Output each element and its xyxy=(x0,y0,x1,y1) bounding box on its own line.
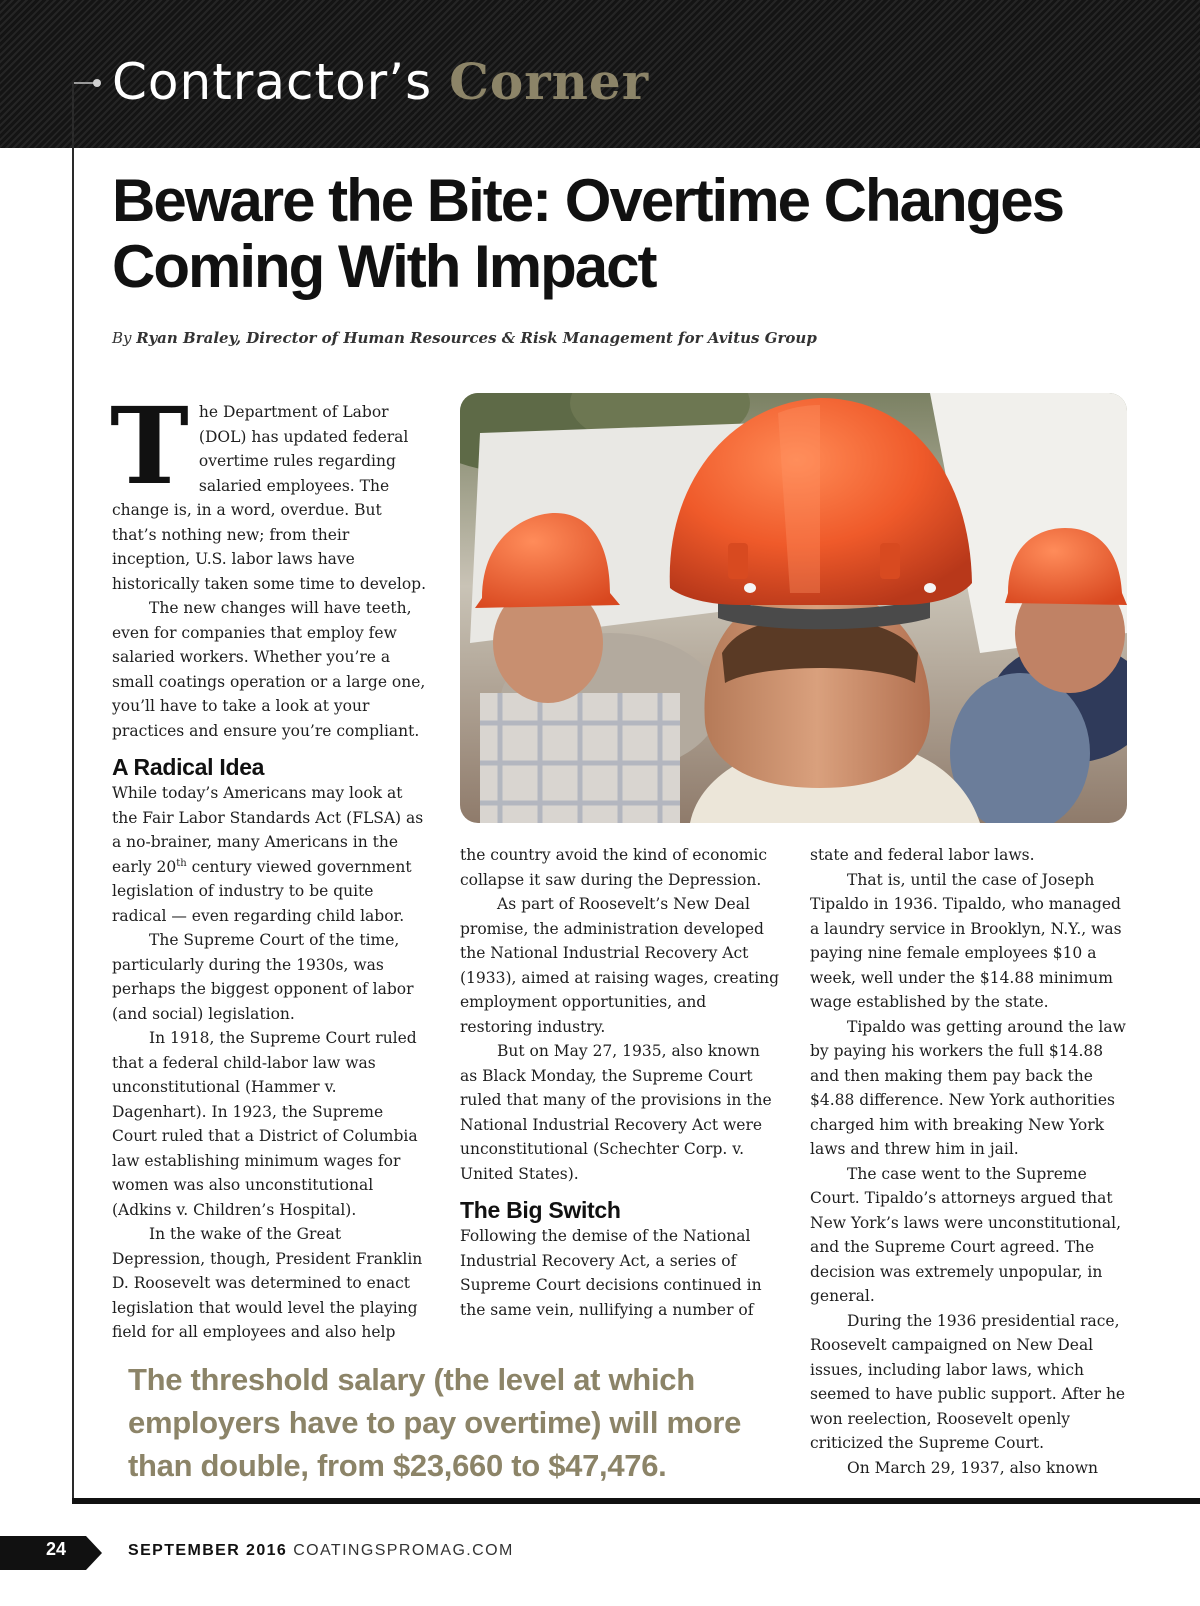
paragraph-text: he Department of Labor (DOL) has updated federal overtime rules regarding salaried employees. The change is, in a word, overdue. But that’s nothing new; from their inception, U.S. labor laws have historically taken some time to develop. xyxy=(112,403,427,593)
article-column-2 xyxy=(460,843,780,1322)
paragraph-text: While today’s Americans may look at the Fair Labor Standards Act (FLSA) as a no-brainer, many Americans in the early 20 xyxy=(112,784,424,876)
paragraph: But on May 27, 1935, also known as Black Monday, the Supreme Court ruled that many of the provisions in the National Industrial Recovery Act were unconstitutional (Schechter Corp. v. United States). xyxy=(460,1042,772,1183)
photo-illustration xyxy=(460,393,1127,823)
paragraph: Following the demise of the National Industrial Recovery Act, a series of Supreme Court decisions continued in the same vein, nullifying a number of xyxy=(460,1227,762,1319)
paragraph: That is, until the case of Joseph Tipaldo in 1936. Tipaldo, who managed a laundry service in Brooklyn, N.Y., was paying nine female employees $10 a week, well under the $14.88 minimum wage established by the state. xyxy=(810,870,1122,1011)
page-number: 24 xyxy=(46,1539,67,1559)
footer-issue-line xyxy=(128,1542,514,1560)
paragraph: state and federal labor laws. xyxy=(810,846,1035,864)
byline-prefix: By xyxy=(112,329,137,347)
website-link[interactable]: COATINGSPROMAG.COM xyxy=(293,1542,514,1559)
section-title-plain: Contractor’s xyxy=(112,53,450,111)
paragraph xyxy=(112,781,430,928)
issue-date: SEPTEMBER 2016 xyxy=(128,1542,288,1559)
byline-author: Ryan Braley, Director of Human Resources & Risk Management for Avitus Group xyxy=(136,329,817,347)
hardhat-workers-photo xyxy=(460,393,1127,823)
paragraph: The case went to the Supreme Court. Tipaldo’s attorneys argued that New York’s laws were unconstitutional, and the Supreme Court agreed. The decision was extremely unpopular, in general. xyxy=(810,1164,1121,1305)
article-column-3 xyxy=(810,843,1128,1480)
pull-quote: The threshold salary (the level at which employers have to pay overtime) will more than double, from $23,660 to $47,476. xyxy=(128,1362,742,1483)
page-left-rule xyxy=(72,82,74,1500)
subhead-big-switch: The Big Switch xyxy=(460,1197,621,1223)
ordinal-suffix: th xyxy=(176,857,187,869)
paragraph: the country avoid the kind of economic collapse it saw during the Depression. xyxy=(460,846,768,889)
article-column-1 xyxy=(110,383,430,1345)
headline-bold: Beware the Bite: xyxy=(112,167,551,234)
headline-rest: Overtime Changes Coming With Impact xyxy=(112,167,1063,300)
paragraph-text: century viewed government legislation of industry to be quite radical — even regarding child labor. xyxy=(112,857,412,925)
paragraph: Tipaldo was getting around the law by paying his workers the full $14.88 and then making them pay back the $4.88 difference. New York authorities charged him with breaking New York laws and threw him in jail. xyxy=(810,1017,1126,1158)
paragraph: On March 29, 1937, also known xyxy=(847,1458,1098,1477)
section-title-accent: Corner xyxy=(449,52,650,111)
paragraph: In the wake of the Great Depression, though, President Franklin D. Roosevelt was determined to enact legislation that would level the playing field for all employees and also help xyxy=(112,1225,423,1341)
article-byline xyxy=(112,329,817,347)
footer-rule xyxy=(72,1498,1200,1504)
drop-cap: T xyxy=(110,383,189,508)
article-headline xyxy=(112,168,1172,300)
paragraph: In 1918, the Supreme Court ruled that a federal child-labor law was unconstitutional (Hammer v. Dagenhart). In 1923, the Supreme Court ruled that a District of Columbia law establishing minimum wages for women was also unconstitutional (Adkins v. Children’s Hospital). xyxy=(112,1029,418,1219)
section-title xyxy=(112,52,649,112)
paragraph: As part of Roosevelt’s New Deal promise, the administration developed the National Industrial Recovery Act (1933), aimed at raising wages, creating employment opportunities, and restoring industry. xyxy=(460,895,780,1036)
paragraph: The Supreme Court of the time, particularly during the 1930s, was perhaps the biggest opponent of labor (and social) legislation. xyxy=(112,931,414,1023)
paragraph: The new changes will have teeth, even for companies that employ few salaried workers. Whether you’re a small coatings operation or a large one, you’ll have to take a look at your practices and ensure you’re compliant. xyxy=(112,599,426,740)
paragraph xyxy=(110,383,430,596)
header-bracket-dot xyxy=(93,79,101,87)
subhead-radical-idea: A Radical Idea xyxy=(112,754,265,780)
paragraph: During the 1936 presidential race, Roosevelt campaigned on New Deal issues, including labor laws, which seemed to have public support. After he won reelection, Roosevelt openly criticized the Supreme Court. xyxy=(810,1311,1126,1452)
